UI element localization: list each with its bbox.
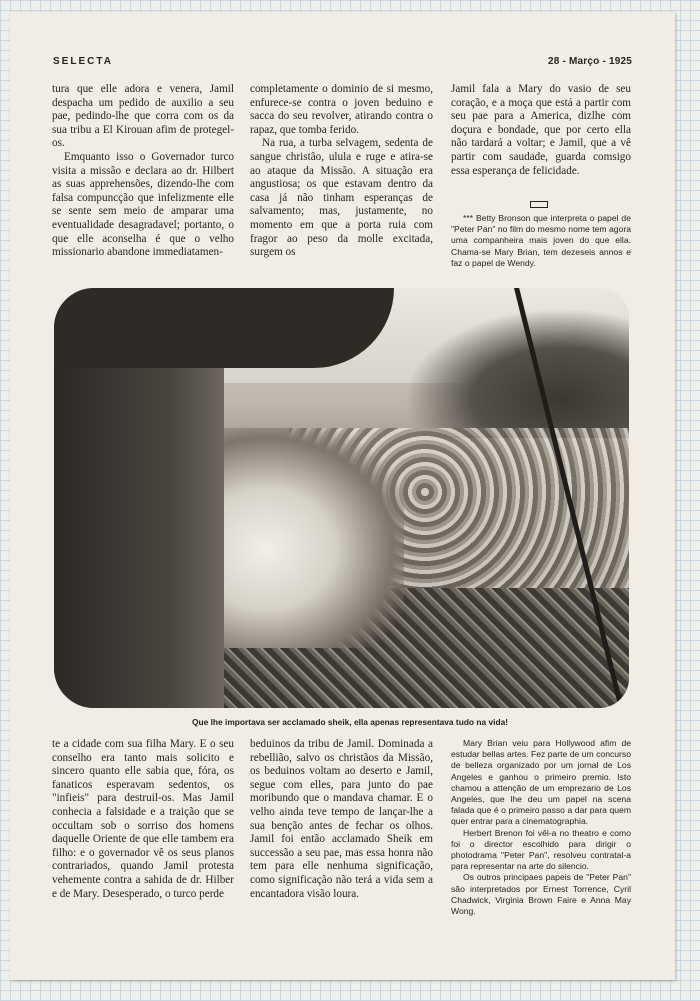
paragraph: Mary Brian veiu para Hollywood afim de estudar bellas artes. Fez parte de um concurso de belleza organizado por um jornal de Los Angeles e ganhou o primeiro premio. Isto chamou a attenção de um emprezario de Los Angeles, que lhe deu um papel na scena falada que é o primeiro passo a dar para quem quer entrar para a cinematographia. (451, 738, 631, 827)
bottom-column-1 (52, 738, 234, 922)
paragraph: Herbert Brenon foi vêl-a no theatro e como foi o director escolhido para dirigir o photodrama "Peter Pan", resolveu contratal-a para representar na arte do silencio. (451, 827, 631, 872)
bottom-column-3 (451, 738, 631, 928)
bottom-column-2 (250, 738, 433, 922)
note-text: *** Betty Bronson que interpreta o papel de "Peter Pan" no film do mesmo nome tem agora uma companheira mais joven do que ella. Chama-se Mary Brian, tem dezeseis annos e faz o papel de Wendy. (451, 213, 631, 268)
issue-date: 28 - Março - 1925 (548, 56, 632, 67)
paragraph: Os outros principaes papeis de "Peter Pan" são interpretados por Ernest Torrence, Cyril Chadwick, Virginia Brown Faire e Anna May Wong. (451, 872, 631, 917)
top-column-2 (250, 83, 433, 277)
top-column-1 (52, 83, 234, 277)
betty-bronson-note (451, 213, 631, 275)
paragraph: tura que elle adora e venera, Jamil despacha um pedido de auxilio a seu pae, pedindo-lhe que corra com os da sua tribu a El Kirouan afim de protegel-os. (52, 83, 234, 150)
paragraph: completamente o dominio de si mesmo, enfurece-se contra o joven beduino e sacca do seu revolver, atirando contra o rapaz, que tomba ferido. (250, 83, 433, 136)
paragraph: Jamil fala a Mary do vasio de seu coração, e a moça que está a partir com seu pae para a America, dizlhe com doçura e bondade, que por certo ella não tardará a voltar; e Jamil, que a vê partir com saudade, guarda comsigo essa esperança de felicidade. (451, 83, 631, 177)
top-column-3 (451, 83, 631, 195)
paragraph: beduinos da tribu de Jamil. Dominada a rebellião, salvo os christãos da Missão, os beduinos voltam ao deserto e Jamil, segue com elles, para junto do pae moribundo que o mandava chamar. E o velho ainda teve tempo de lançar-lhe a sua benção antes de fechar os olhos. Jamil foi então acclamado Sheik em successão a seu pae, mas essa honra não tem para elle nenhuma significação, como significação não terá a vida sem a encantadora visão loura. (250, 738, 433, 900)
paragraph: Emquanto isso o Governador turco visita a missão e declara ao dr. Hilbert as suas apprehensões, dizendo-lhe com falsa compuncção que infelizmente elle se sente sem meio de amparar uma eventualidade desagradavel; portanto, o que elle aconselha é que o velho missionario abandone immediatamen- (52, 150, 234, 259)
paragraph: te a cidade com sua filha Mary. E o seu conselho era tanto mais solicito e sincero quanto elle sabia que, fóra, os fanaticos esperavam sedentos, os "infieis" para destruil-os. Mas Jamil conhecia a falsidade e a traição que se occultam sob o sorriso dos homens daquelle Oriente de que elle tambem era filho: e o governador vê os seus planos contrariados, quando Jamil protesta vehemente contra a sahida de dr. Hilber e de Mary. Desesperado, o turco perde (52, 738, 234, 900)
film-still-photo (54, 288, 629, 708)
magazine-title: SELECTA (53, 56, 113, 67)
paragraph: Na rua, a turba selvagem, sedenta de sangue christão, ulula e ruge e atira-se ao ataque da Missão. A situação era angustiosa; os que estavam dentro da casa já não tinham esperanças de salvamento; mas, justamente, no momento em que a porta ruia com fragor ao peso da molle excitada, surgem os (250, 137, 433, 259)
separator-mark (530, 201, 548, 208)
photo-caption: Que lhe importava ser acclamado sheik, ella apenas representava tudo na vida! (191, 717, 509, 727)
